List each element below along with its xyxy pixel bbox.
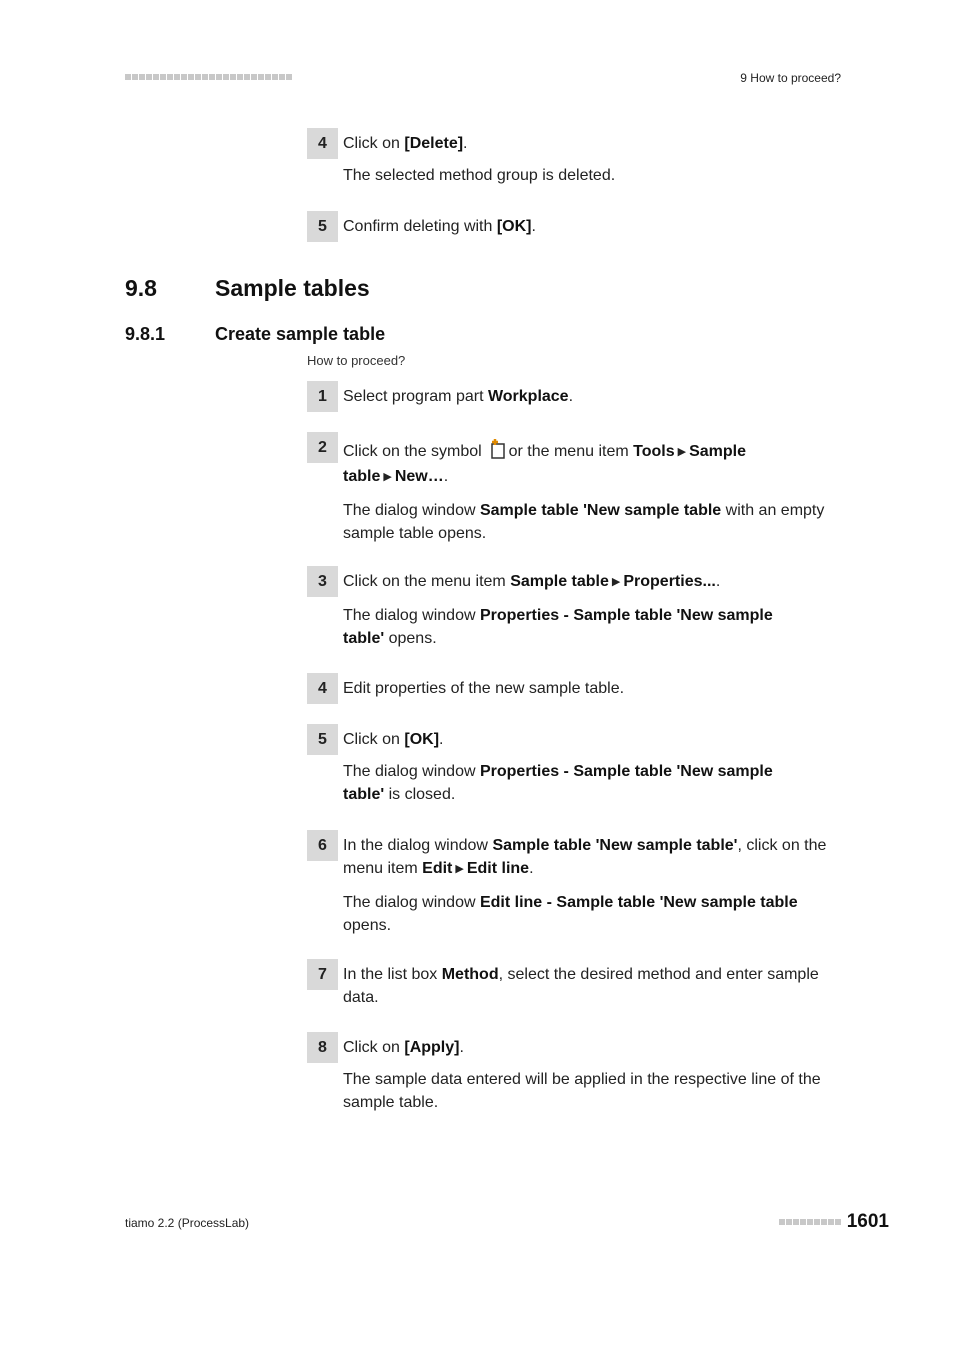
- step-result: The selected method group is deleted.: [343, 167, 616, 184]
- section-heading: [125, 275, 370, 302]
- step-number: 8: [307, 1032, 338, 1063]
- step-text: Select program part Workplace.: [343, 388, 574, 405]
- section-number: 9.8: [125, 275, 157, 301]
- header-section-label: 9 How to proceed?: [740, 71, 841, 85]
- step-result: The dialog window Properties - Sample table 'New sample table' opens.: [343, 607, 773, 647]
- subsection-title: Create sample table: [215, 324, 386, 344]
- step-number: 6: [307, 830, 338, 861]
- step-text: Edit properties of the new sample table.: [343, 680, 625, 697]
- step-text: Confirm deleting with [OK].: [343, 218, 536, 235]
- step-number: 1: [307, 381, 338, 412]
- step-number: 5: [307, 211, 338, 242]
- subsection-number: 9.8.1: [125, 324, 166, 344]
- step-text: In the list box Method, select the desired method and enter sample data.: [343, 966, 819, 1006]
- footer-decoration: [779, 1219, 841, 1225]
- step-number: 4: [307, 128, 338, 159]
- step-text: In the dialog window Sample table 'New sample table', click on the menu item Edit ▶ Edit line. The dialog window Edit line - Sample table 'New sample table opens.: [343, 830, 843, 937]
- footer-page: [779, 1211, 889, 1233]
- step-number: 3: [307, 566, 338, 597]
- step-text: Click on the menu item Sample table ▶ Properties.... The dialog window Properties - Sample table 'New sample table' opens.: [343, 566, 843, 650]
- step-number: 4: [307, 673, 338, 704]
- step-text: Click on the symbol or the menu item Tools ▶ Sample table ▶ New…. The dialog window Sample table 'New sample table with an empty sample table opens.: [343, 432, 843, 545]
- step-number: 2: [307, 432, 338, 463]
- new-document-icon: [488, 441, 502, 458]
- step-text: Click on [Delete]. The selected method group is deleted.: [343, 128, 843, 187]
- footer-product-label: tiamo 2.2 (ProcessLab): [125, 1216, 250, 1230]
- section-title: Sample tables: [215, 275, 370, 301]
- how-to-proceed-label: How to proceed?: [307, 353, 406, 368]
- step-result: The dialog window Edit line - Sample table 'New sample table opens.: [343, 894, 798, 934]
- step-result: The sample data entered will be applied in the respective line of the sample table.: [343, 1071, 821, 1111]
- header-decoration: [125, 74, 292, 80]
- step-text: Click on [Apply]. The sample data entered will be applied in the respective line of the sample table.: [343, 1032, 843, 1114]
- step-text: Click on [OK]. The dialog window Properties - Sample table 'New sample table' is closed.: [343, 724, 843, 806]
- step-number: 5: [307, 724, 338, 755]
- step-result: The dialog window Properties - Sample table 'New sample table' is closed.: [343, 763, 773, 803]
- step-result: The dialog window Sample table 'New sample table with an empty sample table opens.: [343, 502, 825, 542]
- subsection-heading: [125, 324, 385, 345]
- page-number: 1601: [846, 1211, 889, 1232]
- step-number: 7: [307, 959, 338, 990]
